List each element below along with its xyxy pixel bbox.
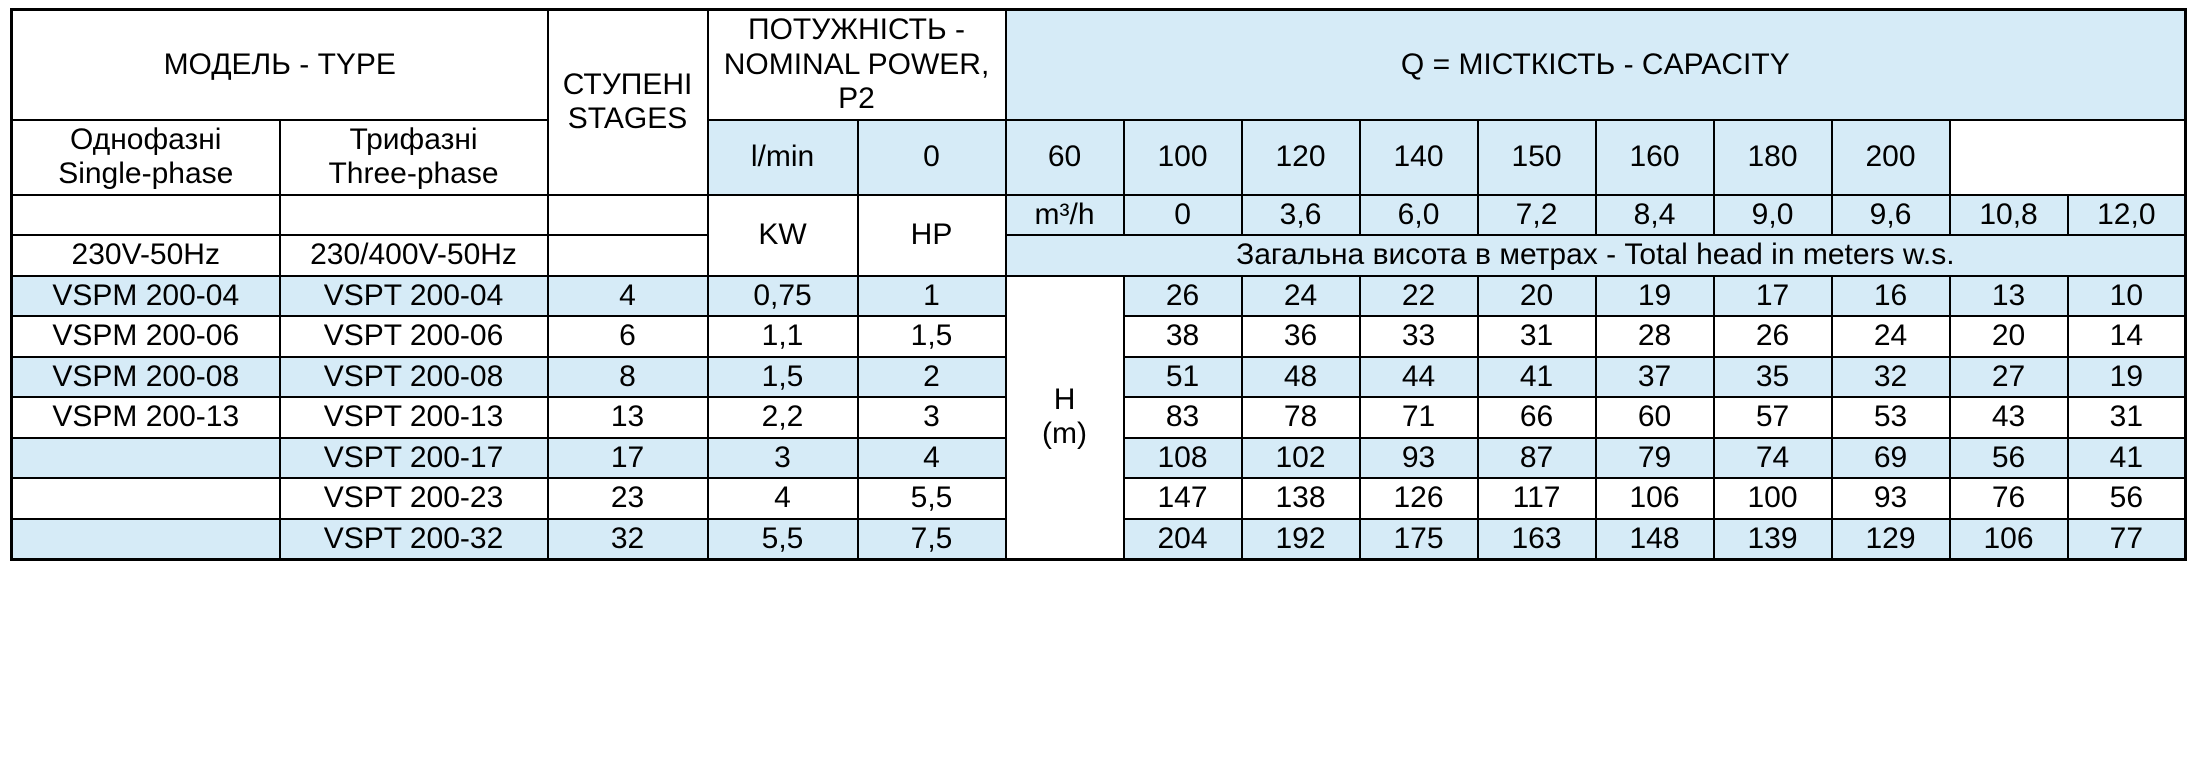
- row-4-head-4: 79: [1596, 438, 1714, 479]
- row-3-single-phase-model: VSPM 200-13: [12, 397, 280, 438]
- row-2-head-5: 35: [1714, 357, 1832, 398]
- row-3-head-2: 71: [1360, 397, 1478, 438]
- row-5-head-4: 106: [1596, 478, 1714, 519]
- row-0-stages: 4: [548, 276, 708, 317]
- row-5-single-phase-model: [12, 478, 280, 519]
- header-capacity: Q = МІСТКІСТЬ - CAPACITY: [1006, 10, 2186, 120]
- header-single-phase-en: Single-phase: [58, 157, 234, 190]
- row-3-head-4: 60: [1596, 397, 1714, 438]
- row-1-head-1: 36: [1242, 316, 1360, 357]
- unit-lmin-label: l/min: [708, 120, 858, 195]
- header-total-head: Загальна висота в метрах - Total head in meters w.s.: [1006, 235, 2186, 276]
- header-nominal-power-line3: P2: [838, 82, 875, 115]
- row-4-head-7: 56: [1950, 438, 2068, 479]
- row-1-head-2: 33: [1360, 316, 1478, 357]
- row-1-head-6: 24: [1832, 316, 1950, 357]
- pump-specification-table: [10, 8, 2187, 561]
- header-single-phase-spacer: [12, 195, 280, 236]
- row-6-kw: 5,5: [708, 519, 858, 560]
- capacity-lmin-6: 160: [1596, 120, 1714, 195]
- row-5-head-8: 56: [2068, 478, 2186, 519]
- header-single-phase: [12, 120, 280, 195]
- row-3-head-6: 53: [1832, 397, 1950, 438]
- table-row: [12, 276, 2186, 317]
- row-6-head-1: 192: [1242, 519, 1360, 560]
- row-5-head-2: 126: [1360, 478, 1478, 519]
- row-2-hp: 2: [858, 357, 1006, 398]
- row-0-head-3: 20: [1478, 276, 1596, 317]
- header-nominal-power: [708, 10, 1006, 120]
- row-4-head-2: 93: [1360, 438, 1478, 479]
- row-5-head-0: 147: [1124, 478, 1242, 519]
- unit-m3h-label: m³/h: [1006, 195, 1124, 236]
- row-6-stages: 32: [548, 519, 708, 560]
- capacity-m3h-8: 12,0: [2068, 195, 2186, 236]
- row-2-kw: 1,5: [708, 357, 858, 398]
- row-1-head-7: 20: [1950, 316, 2068, 357]
- head-symbol-m: (m): [1042, 417, 1088, 451]
- row-3-stages: 13: [548, 397, 708, 438]
- row-4-head-0: 108: [1124, 438, 1242, 479]
- row-1-kw: 1,1: [708, 316, 858, 357]
- header-model-type: МОДЕЛЬ - TYPE: [12, 10, 548, 120]
- row-0-head-6: 16: [1832, 276, 1950, 317]
- row-1-hp: 1,5: [858, 316, 1006, 357]
- row-3-head-5: 57: [1714, 397, 1832, 438]
- row-5-hp: 5,5: [858, 478, 1006, 519]
- header-single-phase-ua: Однофазні: [70, 122, 222, 156]
- row-2-head-1: 48: [1242, 357, 1360, 398]
- head-symbol-cell: [1006, 276, 1124, 560]
- row-5-head-5: 100: [1714, 478, 1832, 519]
- capacity-lmin-1: 60: [1006, 120, 1124, 195]
- capacity-lmin-2: 100: [1124, 120, 1242, 195]
- row-1-three-phase-model: VSPT 200-06: [280, 316, 548, 357]
- header-row-3: [12, 195, 2186, 236]
- capacity-m3h-3: 7,2: [1478, 195, 1596, 236]
- header-three-phase-ua: Трифазні: [349, 122, 478, 156]
- head-symbol-h: H: [1053, 382, 1076, 416]
- row-2-three-phase-model: VSPT 200-08: [280, 357, 548, 398]
- row-0-head-7: 13: [1950, 276, 2068, 317]
- row-6-head-5: 139: [1714, 519, 1832, 560]
- header-three-phase-en: Three-phase: [328, 157, 499, 190]
- header-stages-spacer-2: [548, 235, 708, 276]
- row-3-three-phase-model: VSPT 200-13: [280, 397, 548, 438]
- row-6-three-phase-model: VSPT 200-32: [280, 519, 548, 560]
- row-0-kw: 0,75: [708, 276, 858, 317]
- row-5-stages: 23: [548, 478, 708, 519]
- row-3-kw: 2,2: [708, 397, 858, 438]
- capacity-lmin-0: 0: [858, 120, 1006, 195]
- row-4-stages: 17: [548, 438, 708, 479]
- row-0-head-2: 22: [1360, 276, 1478, 317]
- row-2-head-2: 44: [1360, 357, 1478, 398]
- row-5-head-7: 76: [1950, 478, 2068, 519]
- header-nominal-power-line1: ПОТУЖНІСТЬ -: [748, 13, 966, 46]
- row-0-head-0: 26: [1124, 276, 1242, 317]
- header-row-4: [12, 235, 2186, 276]
- row-6-head-3: 163: [1478, 519, 1596, 560]
- row-1-head-0: 38: [1124, 316, 1242, 357]
- capacity-m3h-7: 10,8: [1950, 195, 2068, 236]
- row-3-head-7: 43: [1950, 397, 2068, 438]
- capacity-lmin-8: 200: [1832, 120, 1950, 195]
- row-2-head-7: 27: [1950, 357, 2068, 398]
- row-0-head-1: 24: [1242, 276, 1360, 317]
- row-0-head-4: 19: [1596, 276, 1714, 317]
- header-stages: [548, 10, 708, 195]
- capacity-m3h-4: 8,4: [1596, 195, 1714, 236]
- row-2-single-phase-model: VSPM 200-08: [12, 357, 280, 398]
- row-4-three-phase-model: VSPT 200-17: [280, 438, 548, 479]
- row-3-head-8: 31: [2068, 397, 2186, 438]
- row-2-head-0: 51: [1124, 357, 1242, 398]
- capacity-lmin-7: 180: [1714, 120, 1832, 195]
- row-6-head-0: 204: [1124, 519, 1242, 560]
- row-0-head-5: 17: [1714, 276, 1832, 317]
- row-0-hp: 1: [858, 276, 1006, 317]
- row-0-head-8: 10: [2068, 276, 2186, 317]
- row-1-head-4: 28: [1596, 316, 1714, 357]
- capacity-m3h-2: 6,0: [1360, 195, 1478, 236]
- row-3-head-1: 78: [1242, 397, 1360, 438]
- row-4-head-6: 69: [1832, 438, 1950, 479]
- row-6-head-7: 106: [1950, 519, 2068, 560]
- capacity-lmin-4: 140: [1360, 120, 1478, 195]
- header-three-phase: [280, 120, 548, 195]
- row-6-head-2: 175: [1360, 519, 1478, 560]
- row-1-head-3: 31: [1478, 316, 1596, 357]
- header-kw: KW: [708, 195, 858, 276]
- row-3-head-0: 83: [1124, 397, 1242, 438]
- row-1-head-5: 26: [1714, 316, 1832, 357]
- row-1-single-phase-model: VSPM 200-06: [12, 316, 280, 357]
- row-2-head-8: 19: [2068, 357, 2186, 398]
- row-6-hp: 7,5: [858, 519, 1006, 560]
- row-6-single-phase-model: [12, 519, 280, 560]
- row-2-head-4: 37: [1596, 357, 1714, 398]
- capacity-m3h-1: 3,6: [1242, 195, 1360, 236]
- row-5-three-phase-model: VSPT 200-23: [280, 478, 548, 519]
- capacity-lmin-3: 120: [1242, 120, 1360, 195]
- row-4-head-8: 41: [2068, 438, 2186, 479]
- capacity-m3h-6: 9,6: [1832, 195, 1950, 236]
- row-1-head-8: 14: [2068, 316, 2186, 357]
- row-6-head-8: 77: [2068, 519, 2186, 560]
- header-row-1: [12, 10, 2186, 120]
- capacity-m3h-5: 9,0: [1714, 195, 1832, 236]
- header-nominal-power-line2: NOMINAL POWER,: [723, 47, 990, 81]
- row-5-head-1: 138: [1242, 478, 1360, 519]
- row-3-head-3: 66: [1478, 397, 1596, 438]
- header-row-2: [12, 120, 2186, 195]
- row-2-head-3: 41: [1478, 357, 1596, 398]
- row-0-three-phase-model: VSPT 200-04: [280, 276, 548, 317]
- header-stages-spacer: [548, 195, 708, 236]
- row-6-head-4: 148: [1596, 519, 1714, 560]
- header-three-phase-spacer: [280, 195, 548, 236]
- header-three-phase-voltage: 230/400V-50Hz: [280, 235, 548, 276]
- row-1-stages: 6: [548, 316, 708, 357]
- row-6-head-6: 129: [1832, 519, 1950, 560]
- header-stages-line1: СТУПЕНІ: [562, 67, 693, 101]
- row-5-head-3: 117: [1478, 478, 1596, 519]
- row-4-head-3: 87: [1478, 438, 1596, 479]
- row-0-single-phase-model: VSPM 200-04: [12, 276, 280, 317]
- row-5-kw: 4: [708, 478, 858, 519]
- row-4-head-5: 74: [1714, 438, 1832, 479]
- capacity-m3h-0: 0: [1124, 195, 1242, 236]
- row-3-hp: 3: [858, 397, 1006, 438]
- capacity-lmin-5: 150: [1478, 120, 1596, 195]
- header-hp: HP: [858, 195, 1006, 276]
- row-2-head-6: 32: [1832, 357, 1950, 398]
- row-5-head-6: 93: [1832, 478, 1950, 519]
- row-4-head-1: 102: [1242, 438, 1360, 479]
- row-4-single-phase-model: [12, 438, 280, 479]
- header-stages-line2: STAGES: [567, 102, 688, 136]
- row-2-stages: 8: [548, 357, 708, 398]
- row-4-hp: 4: [858, 438, 1006, 479]
- header-single-phase-voltage: 230V-50Hz: [12, 235, 280, 276]
- row-4-kw: 3: [708, 438, 858, 479]
